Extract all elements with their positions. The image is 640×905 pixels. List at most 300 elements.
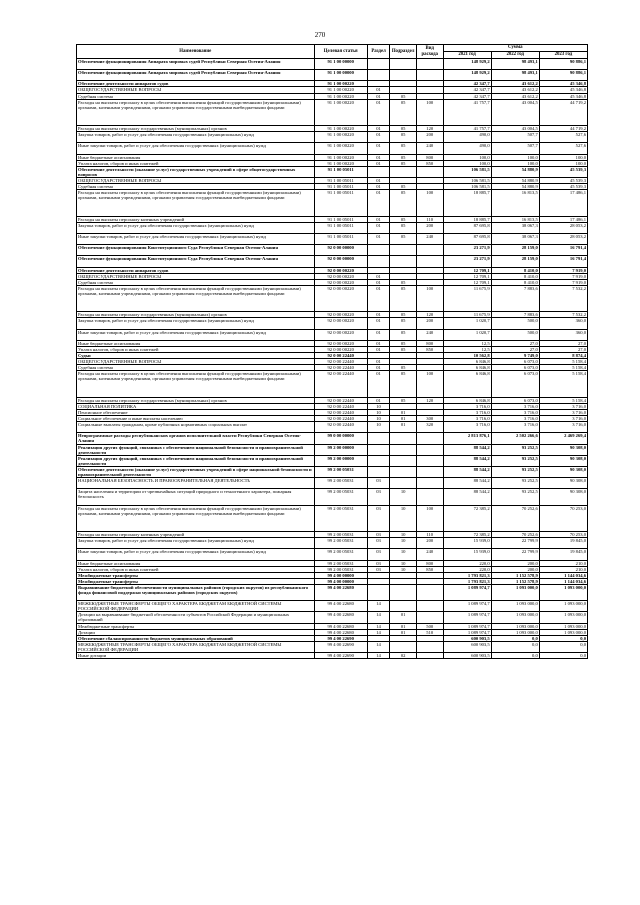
sum-2023-cell: 70 253,0 [539,505,587,532]
target-cell: 91 1 00 00000 [314,70,367,81]
name-cell: Судебная система [77,93,315,99]
section-cell [367,245,390,256]
sum-2022-cell: 500,0 [491,329,539,340]
expense-type-cell: 300 [416,416,443,422]
header-2023: 2023 год [539,52,587,59]
sum-2021-cell: 6 846,8 [443,371,491,398]
sum-2023-cell: 210,0 [539,560,587,566]
sum-2023-cell: 19 845,0 [539,538,587,549]
sum-2021-cell: 3 716,0 [443,403,491,409]
sum-2023-cell: 100,0 [539,154,587,160]
sum-2021-cell: 10 562,8 [443,352,491,358]
name-cell: Непрограммные расходы республиканских органов исполнительной власти Республики Северная Осетия-Алания [77,433,315,444]
target-cell: 92 0 00 00220 [314,273,367,279]
target-cell: 92 0 00 22440 [314,416,367,422]
section-cell: 01 [367,346,390,352]
sum-2022-cell: 0,0 [491,641,539,652]
expense-type-cell: 500 [416,623,443,629]
name-cell: Обеспечение функционирования Конституционного Суда Республики Северная Осетия-Алания [77,256,315,267]
sum-2022-cell: 1 093 000,0 [491,623,539,629]
section-cell [367,433,390,444]
table-row [77,538,588,549]
sum-2023-cell: 45 539,3 [539,178,587,184]
target-cell: 99 4 00 22680 [314,623,367,629]
sum-2021-cell: 3 716,0 [443,409,491,415]
table-row [77,70,588,81]
expense-type-cell: 800 [416,560,443,566]
table-row [77,549,588,560]
subsection-cell: 01 [390,623,417,629]
sum-2023-cell: 16 791,4 [539,245,587,256]
table-row [77,653,588,659]
target-cell: 92 0 00 22440 [314,422,367,433]
section-cell: 03 [367,489,390,505]
header-subsection: Подраздел [390,45,417,59]
name-cell: Обеспечение деятельности аппаратов судов [77,267,315,273]
table-row [77,478,588,489]
section-cell [367,166,390,177]
section-cell: 03 [367,566,390,572]
sum-2021-cell: 220,0 [443,560,491,566]
section-cell: 01 [367,160,390,166]
target-cell: 99 4 00 00000 [314,578,367,584]
subsection-cell: 05 [390,312,417,318]
sum-2021-cell: 23 271,9 [443,245,491,256]
name-cell: МЕЖБЮДЖЕТНЫЕ ТРАНСФЕРТЫ ОБЩЕГО ХАРАКТЕРА БЮДЖЕТАМ БЮДЖЕТНОЙ СИСТЕМЫ РОССИЙСКОЙ ФЕДЕРАЦИИ [77,601,315,612]
name-cell: Межбюджетные трансферты [77,572,315,578]
sum-2022-cell: 100,0 [491,154,539,160]
sum-2022-cell: 507,7 [491,132,539,143]
sum-2021-cell: 12,5 [443,346,491,352]
target-cell: 99 2 00 05031 [314,478,367,489]
sum-2023-cell: 90 308,0 [539,478,587,489]
name-cell: Обеспечение функционирования Конституционного Суда Республики Северная Осетия-Алания [77,245,315,256]
name-cell: Закупка товаров, работ и услуг для обеспечения государственных (муниципальных) нужд [77,538,315,549]
target-cell: 92 0 00 22440 [314,352,367,358]
section-cell: 01 [367,190,390,217]
subsection-cell: 05 [390,365,417,371]
name-cell: Выравнивание бюджетной обеспеченности муниципальных районов (городских округов) из республиканского фонда финансовой поддержки муниципальных районов (городских округов) [77,584,315,600]
sum-2021-cell: 42 347,7 [443,81,491,87]
target-cell: 92 0 00 00220 [314,285,367,312]
sum-2022-cell: 3 716,0 [491,403,539,409]
sum-2023-cell: 360,0 [539,318,587,329]
name-cell: Иные бюджетные ассигнования [77,154,315,160]
target-cell: 99 4 00 22680 [314,629,367,635]
sum-2022-cell: 507,7 [491,143,539,154]
name-cell: Расходы на выплаты персоналу в целях обеспечения выполнения функций государственными (муниципальными) органами, казенными учреждениями, органами управления государственными внебюджетными фондами [77,285,315,312]
target-cell: 99 2 00 05031 [314,566,367,572]
expense-type-cell: 100 [416,285,443,312]
sum-2023-cell: 0,0 [539,641,587,652]
sum-2021-cell: 490,0 [443,143,491,154]
target-cell: 91 1 00 00220 [314,132,367,143]
target-cell: 91 1 00 00220 [314,143,367,154]
sum-2021-cell: 12 709,1 [443,279,491,285]
subsection-cell [390,433,417,444]
table-row [77,433,588,444]
sum-2022-cell: 1 093 000,0 [491,601,539,612]
sum-2022-cell: 6 073,0 [491,371,539,398]
subsection-cell [390,601,417,612]
sum-2021-cell: 12 709,1 [443,267,491,273]
expense-type-cell: 800 [416,154,443,160]
sum-2021-cell: 42 347,7 [443,93,491,99]
expense-type-cell: 850 [416,160,443,166]
table-row [77,641,588,652]
target-cell: 92 0 00 00000 [314,245,367,256]
sum-2023-cell: 8 874,4 [539,352,587,358]
sum-2021-cell: 41 757,7 [443,126,491,132]
sum-2022-cell: 2 502 266,6 [491,433,539,444]
subsection-cell: 05 [390,285,417,312]
subsection-cell: 10 [390,538,417,549]
sum-2022-cell: 1 152 578,9 [491,572,539,578]
sum-2022-cell: 6 073,0 [491,365,539,371]
expense-type-cell [416,59,443,70]
sum-2023-cell: 19 845,0 [539,549,587,560]
name-cell: Закупка товаров, работ и услуг для обеспечения государственных (муниципальных) нужд [77,132,315,143]
subsection-cell [390,455,417,466]
sum-2021-cell: 220,0 [443,566,491,572]
sum-2021-cell: 87 695,8 [443,233,491,244]
sum-2022-cell: 43 612,2 [491,81,539,87]
expense-type-cell: 510 [416,629,443,635]
sum-2023-cell: 0,0 [539,635,587,641]
sum-2021-cell: 41 757,7 [443,99,491,126]
table-row [77,601,588,612]
sum-2023-cell: 3 716,0 [539,416,587,422]
sum-2021-cell: 1 089 974,7 [443,584,491,600]
target-cell: 99 4 00 22680 [314,584,367,600]
target-cell: 91 1 00 05011 [314,222,367,233]
name-cell: Судьи [77,352,315,358]
sum-2022-cell: 1 093 000,0 [491,629,539,635]
name-cell: Реализация других функций, связанных с обеспечением национальной безопасности и правоохранительной деятельности [77,444,315,455]
name-cell: Дотации [77,629,315,635]
name-cell: Расходы на выплаты персоналу в целях обеспечения выполнения функций государственными (муниципальными) органами, казенными учреждениями, органами управления государственными внебюджетными фондами [77,99,315,126]
sum-2023-cell: 3 716,0 [539,422,587,433]
sum-2021-cell: 88 544,2 [443,489,491,505]
header-target: Целевая статья [314,45,367,59]
sum-2022-cell: 9 749,0 [491,352,539,358]
name-cell: Судебная система [77,279,315,285]
sum-2022-cell: 43 004,5 [491,99,539,126]
expense-type-cell: 120 [416,312,443,318]
sum-2023-cell: 7 919,0 [539,273,587,279]
section-cell: 03 [367,505,390,532]
section-cell: 03 [367,478,390,489]
target-cell: 92 0 00 22440 [314,359,367,365]
name-cell: Судебная система [77,184,315,190]
name-cell: Расходы на выплаты персоналу в целях обеспечения выполнения функций государственными (муниципальными) органами, казенными учреждениями, органами управления государственными внебюджетными фондами [77,505,315,532]
sum-2021-cell: 23 271,9 [443,256,491,267]
sum-2023-cell: 5 158,4 [539,371,587,398]
table-row [77,285,588,312]
table-row [77,455,588,466]
sum-2022-cell: 22 799,9 [491,549,539,560]
sum-2021-cell: 12 709,1 [443,273,491,279]
sum-2023-cell: 90 308,0 [539,489,587,505]
target-cell: 99 4 00 22690 [314,653,367,659]
header-2021: 2021 год [443,52,491,59]
target-cell: 91 1 00 00000 [314,59,367,70]
target-cell: 99 2 00 05031 [314,505,367,532]
expense-type-cell [416,489,443,505]
sum-2023-cell: 90 308,0 [539,455,587,466]
sum-2023-cell: 44 719,2 [539,99,587,126]
sum-2023-cell: 360,0 [539,329,587,340]
sum-2023-cell: 45 539,3 [539,166,587,177]
expense-type-cell [416,433,443,444]
subsection-cell: 05 [390,371,417,398]
sum-2022-cell: 98 493,1 [491,70,539,81]
sum-2022-cell: 3 716,0 [491,416,539,422]
subsection-cell [390,444,417,455]
target-cell: 92 0 00 00220 [314,340,367,346]
section-cell: 10 [367,416,390,422]
expense-type-cell [416,466,443,477]
section-cell: 01 [367,397,390,403]
subsection-cell: 10 [390,566,417,572]
expense-type-cell: 110 [416,216,443,222]
name-cell: ОБЩЕГОСУДАРСТВЕННЫЕ ВОПРОСЫ [77,87,315,93]
sum-2023-cell: 17 486,1 [539,216,587,222]
sum-2021-cell: 15 939,0 [443,549,491,560]
sum-2022-cell: 1 093 000,0 [491,584,539,600]
sum-2021-cell: 88 544,2 [443,478,491,489]
subsection-cell: 10 [390,489,417,505]
sum-2022-cell: 43 612,2 [491,93,539,99]
name-cell: НАЦИОНАЛЬНАЯ БЕЗОПАСНОСТЬ И ПРАВООХРАНИТЕЛЬНАЯ ДЕЯТЕЛЬНОСТЬ [77,478,315,489]
name-cell: Расходы на выплаты персоналу государственных (муниципальных) органов [77,312,315,318]
subsection-cell [390,70,417,81]
expense-type-cell: 320 [416,422,443,433]
name-cell: Иные закупки товаров, работ и услуг для обеспечения государственных (муниципальных) нужд [77,549,315,560]
section-cell [367,584,390,600]
target-cell: 91 1 00 05011 [314,184,367,190]
sum-2021-cell: 3 716,0 [443,416,491,422]
expense-type-cell [416,478,443,489]
sum-2022-cell: 8 410,0 [491,279,539,285]
expense-type-cell: 110 [416,532,443,538]
target-cell: 91 1 00 05011 [314,216,367,222]
expense-type-cell [416,584,443,600]
sum-2021-cell: 6 846,8 [443,397,491,403]
sum-2023-cell: 527,6 [539,143,587,154]
section-cell: 03 [367,560,390,566]
sum-2022-cell: 100,0 [491,160,539,166]
expense-type-cell [416,601,443,612]
expense-type-cell [416,653,443,659]
name-cell: Расходы на выплаты персоналу государственных (муниципальных) органов [77,397,315,403]
target-cell: 99 2 00 00000 [314,444,367,455]
name-cell: Иные закупки товаров, работ и услуг для обеспечения государственных (муниципальных) нужд [77,233,315,244]
sum-2021-cell: 2 813 876,1 [443,433,491,444]
section-cell: 10 [367,409,390,415]
sum-2023-cell: 70 253,0 [539,532,587,538]
expense-type-cell: 850 [416,566,443,572]
target-cell: 99 2 00 05031 [314,489,367,505]
expense-type-cell: 800 [416,340,443,346]
sum-2023-cell: 5 158,4 [539,359,587,365]
sum-2022-cell: 28 159,0 [491,256,539,267]
sum-2023-cell: 210,0 [539,566,587,572]
sum-2022-cell: 1 152 578,9 [491,578,539,584]
sum-2022-cell: 70 252,6 [491,532,539,538]
sum-2023-cell: 1 144 034,6 [539,578,587,584]
target-cell: 91 1 00 00220 [314,87,367,93]
name-cell: Обеспечение деятельности аппаратов судов [77,81,315,87]
sum-2021-cell: 11 675,9 [443,285,491,312]
sum-2023-cell: 16 791,4 [539,256,587,267]
sum-2022-cell: 7 883,6 [491,285,539,312]
name-cell: Обеспечение деятельности (оказание услуг) государственных учреждений в сфере общегосударственных вопросов [77,166,315,177]
expense-type-cell: 100 [416,505,443,532]
target-cell: 99 4 00 22680 [314,612,367,623]
sum-2023-cell: 28 053,2 [539,222,587,233]
expense-type-cell [416,70,443,81]
sum-2022-cell: 93 252,5 [491,489,539,505]
target-cell: 92 0 00 00220 [314,267,367,273]
table-row [77,245,588,256]
section-cell: 03 [367,549,390,560]
sum-2023-cell: 3 716,0 [539,403,587,409]
table-row [77,466,588,477]
header-name: Наименование [77,45,315,59]
section-cell: 01 [367,285,390,312]
sum-2023-cell: 1 093 000,0 [539,612,587,623]
section-cell: 01 [367,279,390,285]
name-cell: Обеспечение деятельности (оказание услуг) государственных учреждений в сфере национальной безопасности и правоохранительной деятельности [77,466,315,477]
section-cell: 01 [367,359,390,365]
expense-type-cell: 200 [416,318,443,329]
sum-2021-cell: 11 675,9 [443,312,491,318]
sum-2021-cell: 6 846,8 [443,365,491,371]
target-cell: 92 0 00 22440 [314,371,367,398]
section-cell: 01 [367,216,390,222]
section-cell: 01 [367,184,390,190]
target-cell: 99 2 00 05031 [314,560,367,566]
sum-2022-cell: 43 612,2 [491,87,539,93]
sum-2023-cell: 7 532,2 [539,285,587,312]
subsection-cell: 05 [390,216,417,222]
subsection-cell: 05 [390,93,417,99]
target-cell: 99 0 00 00000 [314,433,367,444]
subsection-cell [390,478,417,489]
sum-2022-cell: 200,0 [491,566,539,572]
sum-2021-cell: 600 903,5 [443,641,491,652]
target-cell: 91 1 00 00220 [314,93,367,99]
section-cell: 14 [367,601,390,612]
name-cell: Расходы на выплаты персоналу государственных (муниципальных) органов [77,126,315,132]
sum-2021-cell: 72 385,2 [443,532,491,538]
target-cell: 92 0 00 22440 [314,409,367,415]
sum-2021-cell: 148 929,2 [443,59,491,70]
section-cell [367,455,390,466]
name-cell: Иные бюджетные ассигнования [77,340,315,346]
name-cell: Обеспечение сбалансированности бюджетов муниципальных образований [77,635,315,641]
name-cell: Обеспечение функционирования Аппарата мировых судей Республики Северная Осетия-Алания [77,70,315,81]
sum-2022-cell: 54 880,9 [491,184,539,190]
subsection-cell [390,59,417,70]
section-cell [367,444,390,455]
sum-2023-cell: 44 719,2 [539,126,587,132]
sum-2022-cell: 27,0 [491,340,539,346]
sum-2021-cell: 3 716,0 [443,422,491,433]
subsection-cell [390,166,417,177]
sum-2023-cell: 7 532,2 [539,312,587,318]
subsection-cell: 05 [390,233,417,244]
sum-2021-cell: 1 089 974,7 [443,601,491,612]
section-cell: 01 [367,365,390,371]
target-cell: 91 1 00 00220 [314,126,367,132]
sum-2022-cell: 1 093 000,0 [491,612,539,623]
sum-2021-cell: 1 020,7 [443,318,491,329]
subsection-cell: 05 [390,329,417,340]
target-cell: 99 4 00 22690 [314,635,367,641]
sum-2023-cell: 27,0 [539,340,587,346]
table-row [77,233,588,244]
sum-2023-cell: 1 093 000,0 [539,623,587,629]
name-cell: Иные дотации [77,653,315,659]
section-cell: 01 [367,126,390,132]
sum-2023-cell: 45 346,8 [539,81,587,87]
name-cell: Социальное обеспечение и иные выплаты населению [77,416,315,422]
subsection-cell: 10 [390,505,417,532]
sum-2023-cell: 2 469 269,4 [539,433,587,444]
budget-table [76,44,588,659]
sum-2022-cell: 93 252,5 [491,444,539,455]
expense-type-cell: 200 [416,222,443,233]
sum-2021-cell: 100,0 [443,154,491,160]
sum-2021-cell: 72 385,2 [443,505,491,532]
subsection-cell: 05 [390,222,417,233]
target-cell: 92 0 00 22440 [314,397,367,403]
expense-type-cell: 240 [416,233,443,244]
sum-2023-cell: 7 919,0 [539,267,587,273]
subsection-cell: 05 [390,126,417,132]
section-cell: 01 [367,99,390,126]
section-cell: 14 [367,629,390,635]
sum-2022-cell: 38 067,3 [491,233,539,244]
target-cell: 92 0 00 22440 [314,403,367,409]
table-row [77,318,588,329]
section-cell: 01 [367,329,390,340]
target-cell: 99 2 00 05031 [314,466,367,477]
sum-2022-cell: 200,0 [491,560,539,566]
expense-type-cell [416,166,443,177]
sum-2023-cell: 90 886,1 [539,59,587,70]
sum-2021-cell: 106 581,5 [443,184,491,190]
sum-2022-cell: 6 073,0 [491,397,539,403]
sum-2022-cell: 38 067,3 [491,222,539,233]
target-cell: 91 1 00 05011 [314,178,367,184]
target-cell: 92 0 00 00220 [314,318,367,329]
sum-2023-cell: 1 093 000,0 [539,584,587,600]
sum-2022-cell: 70 252,6 [491,505,539,532]
table-row [77,256,588,267]
name-cell: Закупка товаров, работ и услуг для обеспечения государственных (муниципальных) нужд [77,222,315,233]
sum-2021-cell: 87 695,8 [443,222,491,233]
section-cell: 01 [367,87,390,93]
name-cell: Уплата налогов, сборов и иных платежей [77,346,315,352]
sum-2021-cell: 42 347,7 [443,87,491,93]
subsection-cell: 05 [390,318,417,329]
sum-2022-cell: 6 073,0 [491,359,539,365]
target-cell: 99 2 00 05031 [314,549,367,560]
sum-2021-cell: 88 544,2 [443,444,491,455]
